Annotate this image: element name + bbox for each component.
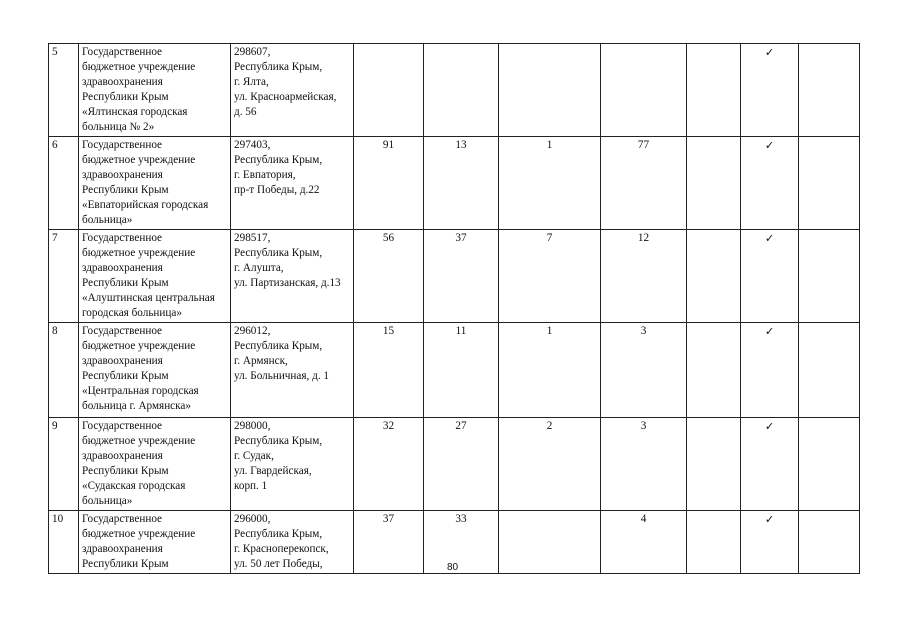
checkmark-icon: ✓ [741,511,799,574]
table-row [49,137,860,230]
empty-cell [799,44,860,137]
value-cell-1: 56 [354,230,424,323]
name-line: здравоохранения [82,355,163,367]
value-cell-3: 2 [499,418,601,511]
name-line: Государственное [82,46,163,58]
address-line: д. 56 [234,106,257,118]
address-line: ул. Партизанская, д.13 [234,277,341,289]
checkmark-icon: ✓ [741,137,799,230]
address-line: 297403, [234,139,271,151]
address-line: 298000, [234,420,271,432]
checkmark-icon: ✓ [741,323,799,418]
row-number: 5 [49,44,79,137]
address-line: г. Судак, [234,450,274,462]
name-line: Республики Крым [82,370,169,382]
value-cell-1: 15 [354,323,424,418]
name-line: «Евпаторийская городская [82,199,209,211]
address-line: ул. Гвардейская, [234,465,312,477]
institution-name [79,137,231,230]
value-cell-1 [354,44,424,137]
value-cell-3: 7 [499,230,601,323]
name-line: «Центральная городская [82,385,199,397]
address-line: ул. Красноармейская, [234,91,337,103]
table-row [49,44,860,137]
name-line: больница» [82,495,133,507]
institution-name [79,230,231,323]
name-line: бюджетное учреждение [82,61,196,73]
name-line: городская больница» [82,307,182,319]
value-cell-3: 1 [499,323,601,418]
value-cell-3: 1 [499,137,601,230]
row-number: 10 [49,511,79,574]
address-line: Республика Крым, [234,528,323,540]
name-line: Республики Крым [82,277,169,289]
value-cell-2: 37 [424,230,499,323]
institution-name [79,44,231,137]
institution-address [231,230,354,323]
address-line: 296000, [234,513,271,525]
name-line: «Алуштинская центральная [82,292,215,304]
table-row [49,323,860,418]
value-cell-1: 37 [354,511,424,574]
empty-cell [687,44,741,137]
checkmark-icon: ✓ [741,418,799,511]
address-line: Республика Крым, [234,340,323,352]
value-cell-4: 4 [601,511,687,574]
row-number: 9 [49,418,79,511]
checkmark-icon: ✓ [741,230,799,323]
name-line: здравоохранения [82,169,163,181]
value-cell-1: 32 [354,418,424,511]
value-cell-4: 12 [601,230,687,323]
name-line: бюджетное учреждение [82,528,196,540]
institution-address [231,137,354,230]
name-line: бюджетное учреждение [82,154,196,166]
name-line: бюджетное учреждение [82,435,196,447]
address-line: пр-т Победы, д.22 [234,184,320,196]
value-cell-3 [499,44,601,137]
address-line: ул. Больничная, д. 1 [234,370,330,382]
page-number: 80 [446,562,459,573]
institution-address [231,418,354,511]
name-line: «Ялтинская городская [82,106,188,118]
empty-cell [799,230,860,323]
name-line: Государственное [82,513,163,525]
institution-address [231,44,354,137]
value-cell-4: 77 [601,137,687,230]
address-line: г. Ялта, [234,76,269,88]
table-row [49,418,860,511]
table-body [49,44,860,574]
address-line: корп. 1 [234,480,268,492]
address-line: 298517, [234,232,271,244]
address-line: 296012, [234,325,271,337]
address-line: Республика Крым, [234,154,323,166]
name-line: здравоохранения [82,76,163,88]
empty-cell [799,418,860,511]
empty-cell [687,418,741,511]
value-cell-4: 3 [601,323,687,418]
address-line: ул. 50 лет Победы, [234,558,323,570]
value-cell-4 [601,44,687,137]
address-line: г. Евпатория, [234,169,296,181]
address-line: 298607, [234,46,271,58]
name-line: Государственное [82,232,163,244]
name-line: «Судакская городская [82,480,186,492]
name-line: здравоохранения [82,450,163,462]
name-line: больница г. Армянска» [82,400,191,412]
row-number: 7 [49,230,79,323]
institution-address [231,323,354,418]
value-cell-2: 33 [424,511,499,574]
row-number: 6 [49,137,79,230]
value-cell-1: 91 [354,137,424,230]
name-line: бюджетное учреждение [82,340,196,352]
name-line: Государственное [82,139,163,151]
empty-cell [799,137,860,230]
name-line: Государственное [82,420,163,432]
row-number: 8 [49,323,79,418]
address-line: г. Армянск, [234,355,288,367]
value-cell-2: 13 [424,137,499,230]
address-line: г. Алушта, [234,262,284,274]
facilities-table [48,43,860,574]
empty-cell [687,323,741,418]
address-line: г. Красноперекопск, [234,543,329,555]
empty-cell [687,137,741,230]
address-line: Республика Крым, [234,435,323,447]
address-line: Республика Крым, [234,247,323,259]
institution-name [79,323,231,418]
name-line: здравоохранения [82,543,163,555]
checkmark-icon: ✓ [741,44,799,137]
empty-cell [687,230,741,323]
institution-name [79,418,231,511]
name-line: здравоохранения [82,262,163,274]
name-line: Государственное [82,325,163,337]
table-row [49,230,860,323]
name-line: Республики Крым [82,558,169,570]
empty-cell [799,323,860,418]
name-line: больница» [82,214,133,226]
address-line: Республика Крым, [234,61,323,73]
name-line: Республики Крым [82,465,169,477]
value-cell-4: 3 [601,418,687,511]
name-line: больница № 2» [82,121,155,133]
name-line: Республики Крым [82,91,169,103]
value-cell-2 [424,44,499,137]
value-cell-2: 11 [424,323,499,418]
value-cell-2: 27 [424,418,499,511]
name-line: бюджетное учреждение [82,247,196,259]
name-line: Республики Крым [82,184,169,196]
